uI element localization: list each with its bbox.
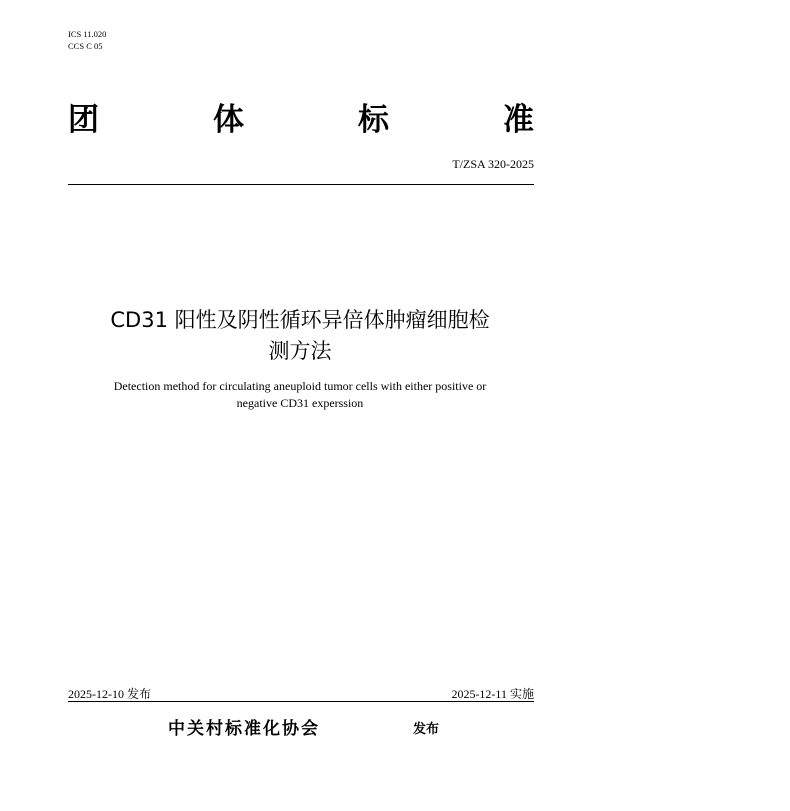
title-english-line: Detection method for circulating aneuploid tumor cells with either positive or — [113, 379, 487, 393]
ccs-code: CCS C 05 — [68, 41, 103, 51]
bottom-divider — [68, 701, 534, 702]
publisher-name: 中关村标准化协会 — [168, 719, 320, 739]
ics-code: ICS 11.020 — [68, 29, 107, 39]
standard-type-char: 标 — [358, 102, 389, 138]
title-english — [60, 378, 540, 412]
title-chinese-line: 测方法 — [268, 339, 332, 363]
issue-date: 2025-12-10 发布 — [68, 687, 151, 701]
title-chinese — [40, 305, 560, 367]
standard-type-char: 团 — [68, 102, 99, 138]
standard-type-char: 准 — [503, 102, 534, 138]
standard-type-char: 体 — [213, 102, 244, 138]
implementation-date: 2025-12-11 实施 — [451, 687, 534, 701]
standard-number: T/ZSA 320-2025 — [452, 157, 534, 171]
standard-type-heading — [68, 100, 534, 140]
title-chinese-line: CD31 阳性及阴性循环异倍体肿瘤细胞检 — [110, 308, 490, 332]
top-divider — [68, 184, 534, 185]
publisher-action: 发布 — [413, 722, 440, 737]
classification-codes — [68, 28, 106, 52]
title-english-line: negative CD31 experssion — [236, 396, 364, 410]
